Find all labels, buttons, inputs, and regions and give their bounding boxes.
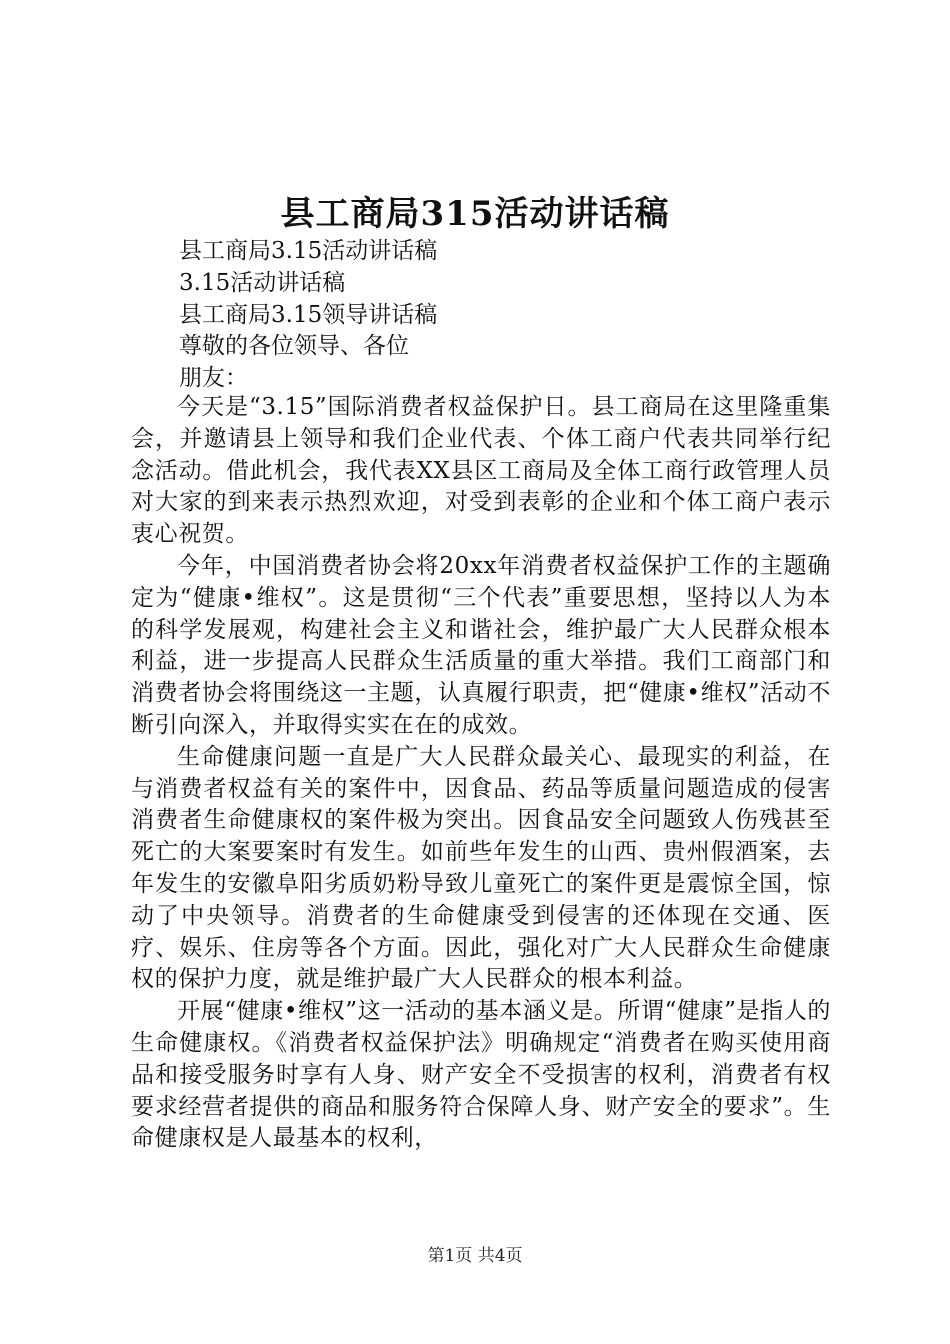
meta-line: 县工商局3.15领导讲话稿 <box>179 301 438 328</box>
paragraph: 今年，中国消费者协会将20xx年消费者权益保护工作的主题确定为“健康•维权”。这是贯彻“三个代表”重要思想，坚持以人为本的科学发展观，构建社会主义和谐社会，维护最广大人民群众根本利益，进一步提高人民群众生活质量的重大举措。我们工商部门和消费者协会将围绕这一主题，认真履行职责，把“健康•维权”活动不断引向深入，并取得实实在在的成效。 <box>131 552 831 738</box>
paragraph: 开展“健康•维权”这一活动的基本涵义是。所谓“健康”是指人的生命健康权。《消费者权益保护法》明确规定“消费者在购买使用商品和接受服务时享有人身、财产安全不受损害的权利，消费者有权要求经营者提供的商品和服务符合保障人身、财产安全的要求”。生命健康权是人最基本的权利， <box>131 998 831 1152</box>
salutation-line: 朋友： <box>179 365 248 392</box>
page-footer: 第1页 共4页 <box>427 1246 523 1266</box>
meta-line: 3.15活动讲话稿 <box>179 269 346 296</box>
body-text <box>131 392 831 1155</box>
meta-line: 县工商局3.15活动讲话稿 <box>179 238 438 264</box>
paragraph: 今天是“3.15”国际消费者权益保护日。县工商局在这里隆重集会，并邀请县上领导和我们企业代表、个体工商户代表共同举行纪念活动。借此机会，我代表XX县区工商局及全体工商行政管理人员对大家的到来表示热烈欢迎，对受到表彰的企业和个体工商户表示衷心祝贺。 <box>131 394 831 548</box>
salutation-line: 尊敬的各位领导、各位 <box>179 333 409 360</box>
header-lines <box>179 236 437 395</box>
paragraph: 生命健康问题一直是广大人民群众最关心、最现实的利益，在与消费者权益有关的案件中，因食品、药品等质量问题造成的侵害消费者生命健康权的案件极为突出。因食品安全问题致人伤残甚至死亡的大案要案时有发生。如前些年发生的山西、贵州假酒案，去年发生的安徽阜阳劣质奶粉导致儿童死亡的案件更是震惊全国，惊动了中央领导。消费者的生命健康受到侵害的还体现在交通、医疗、娱乐、住房等各个方面。因此，强化对广大人民群众生命健康权的保护力度，就是维护最广大人民群众的根本利益。 <box>131 743 831 993</box>
document-title: 县工商局315活动讲话稿 <box>280 194 670 234</box>
